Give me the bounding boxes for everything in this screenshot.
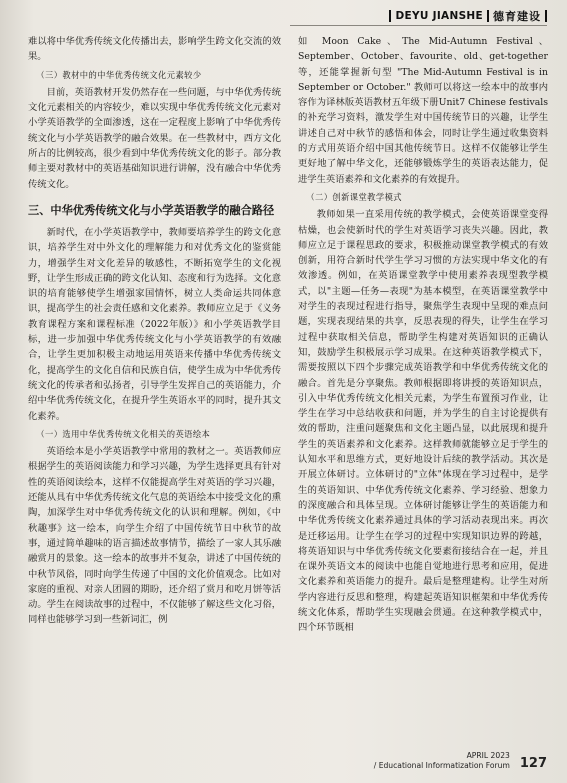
right-column bbox=[298, 34, 548, 636]
subheading-1: （一）选用中华优秀传统文化相关的英语绘本 bbox=[36, 428, 211, 439]
issue-info bbox=[374, 751, 510, 771]
subheading-3: （三）教材中的中华优秀传统文化元素较少 bbox=[36, 69, 202, 80]
header-divider-bar bbox=[487, 10, 489, 22]
header-rule bbox=[290, 25, 547, 26]
issue-date: APRIL 2023 bbox=[466, 751, 510, 760]
page-footer bbox=[374, 751, 547, 771]
paragraph: 英语绘本是小学英语教学中常用的教材之一。英语教师应根据学生的英语阅读能力和学习兴趣，为学生选择更具有针对性的英语阅读绘本，这样不仅能提高学生对英语的学习兴趣，还能从具有中华优秀传统文化气息的英语绘本中接受文化的熏陶，加深学生对中华优秀传统文化的认识和理解。例如，《中秋趣事》这一绘本，向学生介绍了中国传统节日中秋节的故事，通过简单趣味的语言描述故事情节，描绘了一家人其乐融融赏月的景象。这一绘本的故事并不复杂，讲述了中国传统的中秋节风俗，同时向学生传递了中国的文化价值观念。比如对家庭的重视、对亲人团圆的期盼，还介绍了赏月和吃月饼等活动。学生在阅读故事的过程中，不仅能够了解这些文化习俗，同样也能够学习到一些新词汇，例 bbox=[28, 446, 281, 626]
journal-english-name: / Educational Informatization Forum bbox=[373, 761, 510, 770]
page-number: 127 bbox=[519, 756, 547, 771]
paragraph: 目前，英语教材开发仍然存在一些问题，与中华优秀传统文化元素相关的内容较少，难以实现中华优秀传统文化元素对小学英语教学的全面渗透，这在一定程度上影响了中华优秀传统文化与小学英语教学的融合效果。在一些教材中，西方文化所占的比例较高，很少看到中华优秀传统文化的影子。部分教师主要对教材中的英语基础知识进行讲解，没有融合中华优秀传统文化。 bbox=[28, 86, 281, 190]
section-heading: 三、中华优秀传统文化与小学英语教学的融合路径 bbox=[28, 203, 275, 217]
left-column bbox=[28, 34, 281, 628]
section-name: 德育建设 bbox=[493, 10, 541, 23]
paragraph: 新时代，在小学英语教学中，教师要培养学生的跨文化意识，培养学生对中外文化的理解能力和对优秀文化的鉴赏能力，增强学生对文化差异的敏感性，不断拓宽学生的文化视野，让学生形成正确的跨文化认知、态度和行为选择。文化意识的培育能够使学生增强家国情怀，树立人类命运共同体意识，提高学生的社会责任感和文化素养。教师应立足于《义务教育课程方案和课程标准（2022年版）》和小学英语教学目标，进一步加强中华优秀传统文化与小学英语教学的有效融合，让学生更加积极主动地运用英语来传播中华优秀传统文化，提高学生的文化自信和民族自信，使学生成为中华优秀传统文化的传承者和弘扬者，引导学生发挥自己的英语能力，介绍中华优秀传统文化，在提升学生英语水平的同时，提升其文化素养。 bbox=[28, 226, 281, 422]
running-header bbox=[389, 8, 547, 24]
continued-paragraph: 如 Moon Cake、The Mid-Autumn Festival、September、October、favourite、old、get-together等，还能掌握新句型 "The Mid-Autumn Festival is in September or October." 教师可以将这一绘本中的故事内容作为译林版英语教材五年级下册Unit7 Chinese festivals的补充学习资料，激发学生对中国传统节日的兴趣，让学生讲述自己对中秋节的感悟和体会，同时让学生通过收集资料的方式用英语介绍中国其他传统节日。这样不仅能够让学生更好地了解中华文化，还能够锻炼学生的英语表达能力，促进学生英语素养和文化素养的有效提升。 bbox=[298, 36, 548, 185]
header-divider-bar bbox=[389, 10, 391, 22]
subheading-2: （二）创新课堂教学模式 bbox=[306, 191, 402, 202]
header-divider-bar bbox=[545, 10, 547, 22]
continued-paragraph: 难以将中华优秀传统文化传播出去，影响学生跨文化交流的效果。 bbox=[28, 36, 281, 63]
paragraph: 教师如果一直采用传统的教学模式，会使英语课堂变得枯燥，也会使新时代的学生对英语学习丧失兴趣。因此，教师应立足于课程思政的要求，积极推动课堂教学模式的有效创新，用符合新时代学生学习习惯的方法实现中华文化的有效渗透。例如，在英语课堂教学中使用素养表现型教学模式，以"主题—任务—表现"为基本模型，在英语课堂教学中对学生的表现过程进行指导，聚焦学生表现中呈现的难点问题，实现表现结果的共享，反思表现的得失，让学生在学习过程中获取相关信息，帮助学生构建对英语知识的正确认知，鼓励学生积极展示学习成果。在这种英语教学模式下，需要按照以下四个步骤完成英语教学和中华优秀传统文化的融合。首先是分享聚焦。教师根据即将讲授的英语知识点，引入中华优秀传统文化相关元素，为学生布置预习作业，让学生在学习中总结收获和问题，并为学生的自主讨论提供有效的帮助，注重问题聚焦和文化主题凸显，以此展现和提升学生的英语素养和文化素养。这样教师就能够立足于学生的认知水平和思维方式，更好地设计后续的教学活动。其次是开展立体研讨。立体研讨的"立体"体现在学习过程中，是学生的英语知识、中华优秀传统文化素养、学习经验、想象力的深度融合和具体呈现。立体研讨能够让学生的英语能力和中华优秀传统文化素养通过具体的学习活动表现出来。再次是迁移运用。让学生在学习的过程中实现知识边界的跨越，将英语知识与中华优秀传统文化要素衔接结合在一起，并且在课外英语文本的阅读中也能自觉地进行思考和应用，促进文化素养和英语能力的提升。最后是整理建构。让学生对所学内容进行反思和整理，构建起英语知识框架和中华优秀传统文化体系，帮助学生实现融会贯通。在这种教学模式中，四个环节既相 bbox=[298, 209, 548, 634]
journal-name: DEYU JIANSHE bbox=[395, 10, 483, 22]
